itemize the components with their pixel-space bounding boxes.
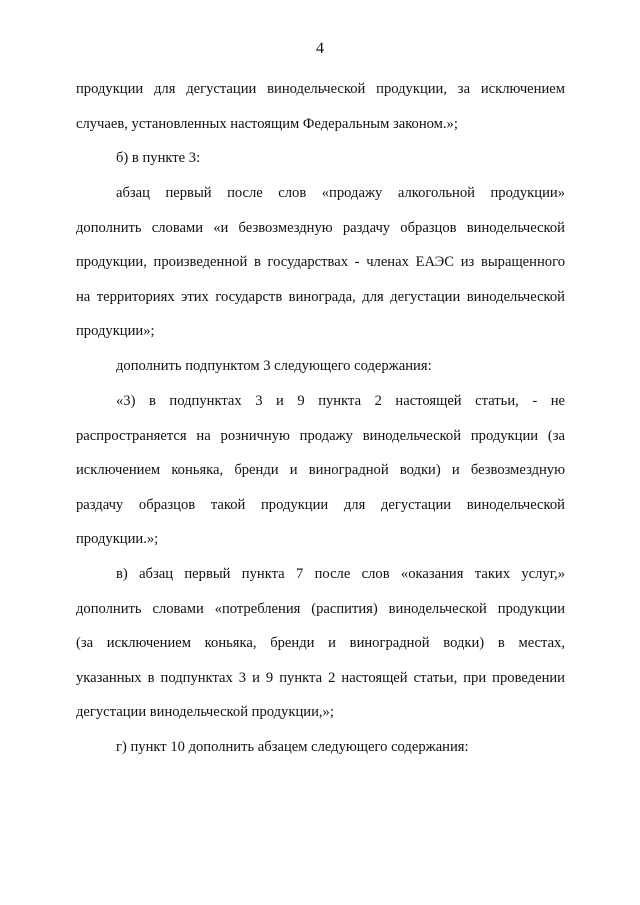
page-number: 4 — [316, 40, 324, 57]
text-line: раздачу образцов такой продукции для дегустации винодельческой — [76, 496, 565, 513]
text-line: исключением коньяка, бренди и виноградной водки) и безвозмездную — [76, 462, 565, 479]
text-line: в) абзац первый пункта 7 после слов «оказания таких услуг,» — [116, 566, 565, 582]
text-line: дополнить словами «потребления (распития) винодельческой продукции — [76, 600, 565, 617]
paragraph-b — [76, 141, 565, 176]
paragraph-subpoint-3 — [76, 384, 565, 557]
text-line: дополнить словами «и безвозмездную раздачу образцов винодельческой — [76, 219, 565, 236]
text-line: указанных в подпунктах 3 и 9 пункта 2 настоящей статьи, при проведении — [76, 669, 565, 686]
text-line: б) в пункте 3: — [116, 150, 201, 166]
paragraph-continuation — [76, 72, 565, 141]
text-line: (за исключением коньяка, бренди и виноградной водки) в местах, — [76, 635, 565, 652]
text-line: г) пункт 10 дополнить абзацем следующего содержания: — [116, 739, 469, 755]
paragraph-add-subpoint — [76, 349, 565, 384]
text-line: продукции.»; — [76, 531, 159, 548]
text-line: продукции для дегустации винодельческой продукции, за исключением — [76, 81, 565, 97]
text-line: распространяется на розничную продажу винодельческой продукции (за — [76, 427, 565, 444]
text-line: продукции, произведенной в государствах - членах ЕАЭС из выращенного — [76, 254, 565, 271]
text-line: дегустации винодельческой продукции,»; — [76, 704, 334, 721]
text-line: дополнить подпунктом 3 следующего содержания: — [116, 358, 432, 374]
paragraph-abzac-first — [76, 176, 565, 349]
text-line: на территориях этих государств винограда, для дегустации винодельческой — [76, 288, 565, 305]
paragraph-g — [76, 730, 565, 765]
text-line: продукции»; — [76, 323, 155, 340]
text-line: абзац первый после слов «продажу алкогольной продукции» — [116, 185, 565, 201]
paragraph-v — [76, 557, 565, 730]
text-line: случаев, установленных настоящим Федеральным законом.»; — [76, 115, 458, 132]
text-line: «3) в подпунктах 3 и 9 пункта 2 настоящей статьи, - не — [116, 393, 565, 409]
